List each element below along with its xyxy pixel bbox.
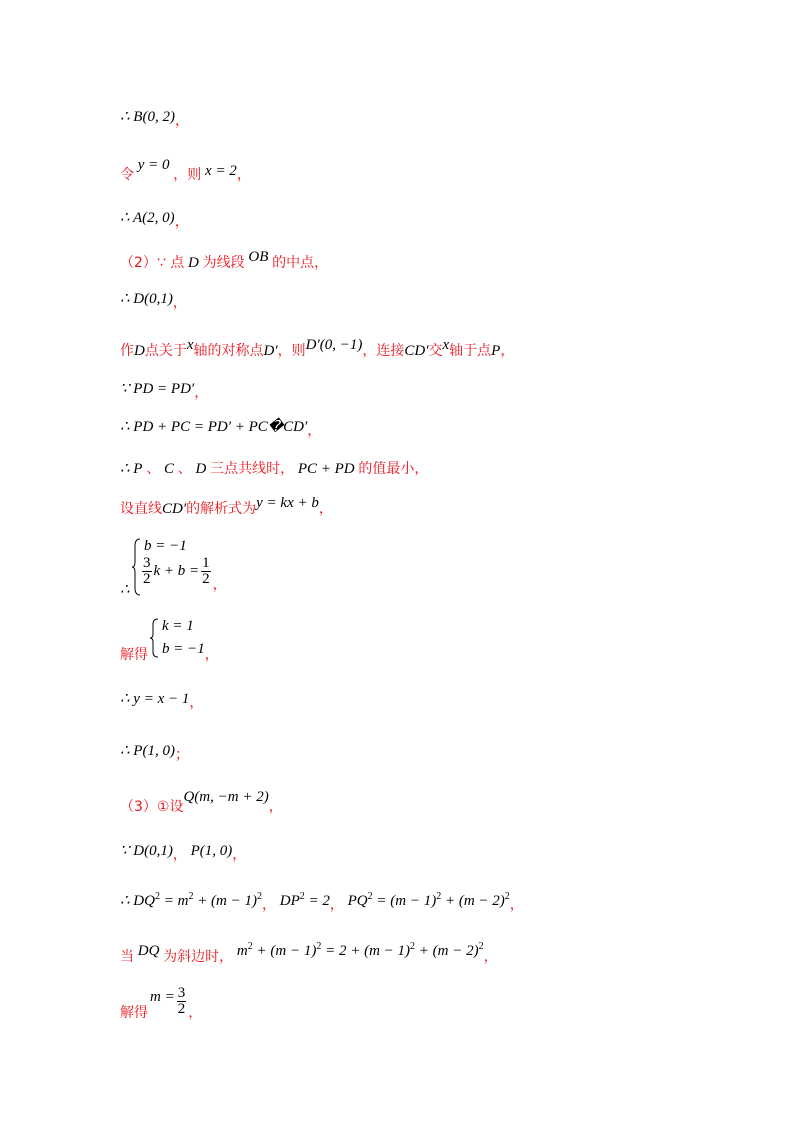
line-let-y-zero: 令 y = 0 ，则 x = 2，: [120, 157, 251, 183]
line-a-coordinates: ∴ A(2, 0)，: [120, 210, 189, 230]
m-value: m = $\frac{3}{2}$ ，: [150, 985, 203, 1021]
line-sum-inequality: ∴ PD + PC = PD′ + PC�CD′，: [120, 419, 322, 439]
equation-row: b = −1: [144, 538, 187, 554]
line-reflection-construction: 作D点关于x轴的对称点D′，则D′(0, −1)，连接CD′交x轴于点P，: [120, 337, 515, 359]
left-brace-icon: [132, 538, 142, 596]
equation-row: $\frac{3}{2}$ k + b = $\frac{1}{2}$ ，: [143, 555, 227, 593]
fraction: $\frac{3}{2}$: [143, 555, 151, 587]
equation-row: k = 1: [162, 618, 194, 634]
line-distance-squares: ∴ $DQ^2 = m^2 + (m - 1)^2$， $DP^2 = 2$， $PQ^2 = (m - 1)^2 + (m - 2)^2$，: [120, 891, 524, 913]
line-collinear-minimum: ∴ P 、 C 、 D 三点共线时， PC + PD 的值最小，: [120, 461, 429, 477]
document-page: ∴ B(0, 2)， 令 y = 0 ，则 x = 2， ∴ A(2, 0)， （2）∵ 点 D 为线段 OB 的中点， ∴ D(0,1)， 作D点关于x轴的对称点D′，则D′(0, −1)，连接CD′交x轴于点P， ∵ PD = PD′， ∴ PD + PC = PD′ + PC�CD′， ∴ P 、 C 、 D 三点共线时， PC + PD 的值最小， 设直线CD′的解析式为y = kx + b， ∴ b = −1 $\frac{3}{2}$ k + b = $\frac{1}{2}$ ， 解得 k = 1 b = −1， ∴ y = x − 1， ∴ P(1, 0)； （3）①设Q(m, −m + 2)， ∵ D(0,1)， P(1, 0)， ∴ $DQ^2 = m^2 + (m - 1)^2$， $DP^2 = 2$， $PQ^2 = (m - 1)^2 + (m - 2)^2$， 当 DQ 为斜边时， $m^2 + (m - 1)^2 = 2 + (m - 1)^2 + (m - 2)^2$， 解得 m = $\frac{3}{2}$ ，: [0, 0, 800, 1132]
line-pd-equals: ∵ PD = PD′，: [120, 381, 209, 401]
line-hypotenuse-case: 当 DQ 为斜边时， $m^2 + (m - 1)^2 = 2 + (m - 1)^2 + (m - 2)^2$，: [120, 941, 498, 965]
line-d-p-given: ∵ D(0,1)， P(1, 0)，: [120, 843, 247, 863]
equation-row: b = −1，: [162, 641, 219, 663]
fraction: $\frac{3}{2}$: [177, 985, 186, 1017]
line-b-coordinates: ∴ B(0, 2)，: [120, 109, 189, 129]
line-part3-set-q: （3）①设Q(m, −m + 2)，: [120, 789, 283, 815]
line-part2-midpoint: （2）∵ 点 D 为线段 OB 的中点，: [120, 249, 329, 271]
left-brace-icon: [150, 618, 160, 658]
line-p-coordinates: ∴ P(1, 0)；: [120, 743, 189, 763]
fraction: $\frac{1}{2}$: [202, 555, 210, 587]
line-d-coordinates: ∴ D(0,1)，: [120, 291, 187, 311]
line-set-line-equation: 设直线CD′的解析式为y = kx + b，: [120, 495, 333, 517]
line-result-equation: ∴ y = x − 1，: [120, 691, 204, 711]
